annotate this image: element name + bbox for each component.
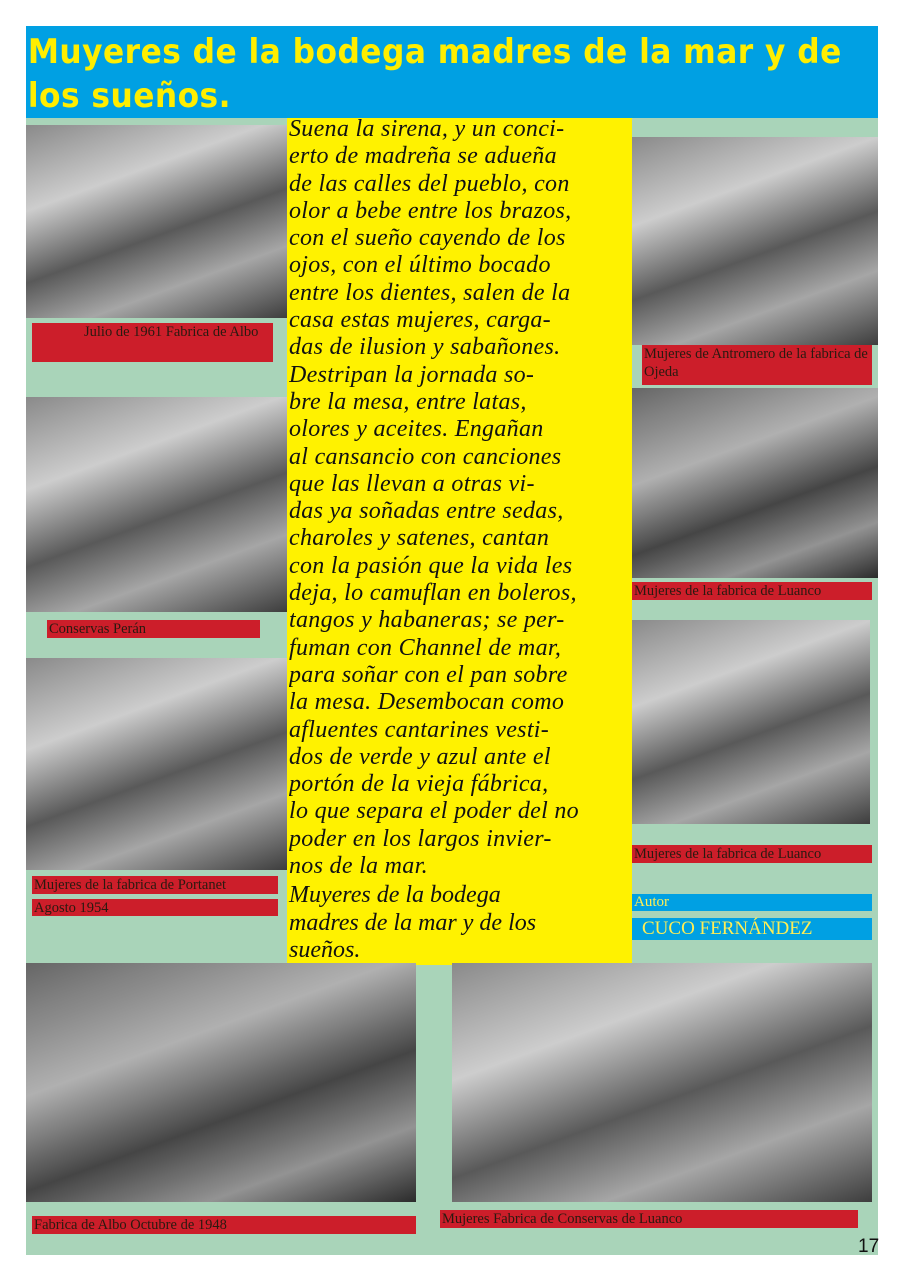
caption-portanet: Mujeres de la fabrica de Portanet: [32, 876, 278, 894]
caption-luanco-1: Mujeres de la fabrica de Luanco: [632, 582, 872, 600]
author-label: Autor: [632, 894, 872, 911]
caption-albo-1948: Fabrica de Albo Octubre de 1948: [32, 1216, 416, 1234]
caption-portanet-date: Agosto 1954: [32, 899, 278, 916]
photo-conservas-peran: [26, 397, 287, 612]
caption-albo-1961: Julio de 1961 Fabrica de Albo: [32, 323, 273, 362]
caption-peran: Conservas Perán: [47, 620, 260, 638]
photo-antromero: [632, 137, 878, 345]
photo-albo-1948: [26, 963, 416, 1202]
article-body: Suena la sirena, y un conci- erto de madreña se adueña de las calles del pueblo, con olor a bebe entre los brazos, con el sueño cayendo de los ojos, con el último bocado entre los dientes, salen de la casa estas mujeres, carga- das de ilusion y sabañones. Destripan la jornada so- bre la mesa, entre latas, olores y aceites. Engañan al cansancio con canciones que las llevan a otras vi- das ya soñadas entre sedas, charoles y satenes, cantan con la pasión que la vida les deja, lo camuflan en boleros, tangos y habaneras; se per- fuman con Channel de mar, para soñar con el pan sobre la mesa. Desembocan como afluentes cantarines vesti- dos de verde y azul ante el portón de la vieja fábrica, lo que separa el poder del no poder en los largos invier- nos de la mar.: [289, 116, 579, 880]
caption-antromero: Mujeres de Antromero de la fabrica de Ojeda: [642, 345, 872, 385]
photo-luanco-conservas: [452, 963, 872, 1202]
photo-luanco-1: [632, 388, 878, 578]
photo-luanco-2: [632, 620, 870, 824]
page-number: 17: [858, 1236, 880, 1257]
page-title: Muyeres de la bodega madres de la mar y de los sueños.: [27, 32, 842, 116]
author-name: CUCO FERNÁNDEZ: [632, 918, 872, 940]
article-subtitle: Muyeres de la bodega madres de la mar y de los sueños.: [289, 882, 537, 963]
caption-luanco-conservas: Mujeres Fabrica de Conservas de Luanco: [440, 1210, 858, 1228]
caption-luanco-2: Mujeres de la fabrica de Luanco: [632, 845, 872, 863]
photo-albo-1961: [26, 125, 287, 318]
title-banner: [26, 26, 878, 118]
photo-portanet: [26, 658, 287, 870]
